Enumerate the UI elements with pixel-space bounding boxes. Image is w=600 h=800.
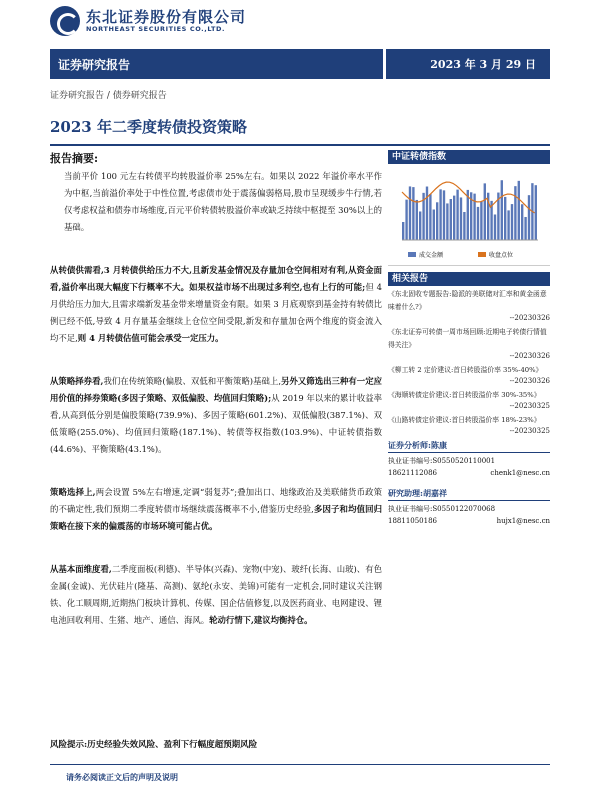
- chart-bar: [456, 190, 458, 240]
- chart-bar: [433, 209, 435, 240]
- chart-bar: [484, 183, 486, 240]
- chart-heading: 中证转债指数: [388, 150, 550, 164]
- page-title: 2023 年二季度转债投资策略: [50, 118, 247, 136]
- chart-bar: [528, 195, 530, 240]
- analyst-contact: [388, 467, 550, 479]
- chart-bar: [426, 187, 428, 240]
- related-heading: 相关报告: [388, 272, 550, 286]
- text: 两会设置 5%左右增速,定调“弱复苏”;叠加出口、地缘政治及美联储货币政策的不确定性,我们预期二季度转债市场继续震荡概率不小,借鉴历史经验,: [50, 487, 382, 514]
- related-report-date: --20230326: [509, 314, 550, 322]
- index-chart: [388, 164, 550, 266]
- text: 从 2019 年以来的累计收益率看,从高到低分别是偏股策略(739.9%)、多因子策略(601.2%)、双低偏股(387.1%)、双低策略(255.0%)、均值回归策略(187.1%)、转债等权指数(103.9%)、中证转债指数(44.6%)、平衡策略(43.1%)。: [50, 393, 383, 454]
- assistant-heading: 研究助理:胡嘉祥: [388, 487, 550, 501]
- related-report-date: --20230325: [509, 402, 550, 410]
- chart-bar: [477, 207, 479, 240]
- chart-bar: [409, 186, 411, 240]
- company-name-en: NORTHEAST SECURITIES CO.,LTD.: [86, 25, 226, 33]
- assistant-license: 执业证书编号:S0550122070068: [388, 505, 496, 513]
- chart-bar: [419, 211, 421, 240]
- abstract-body: [50, 168, 382, 636]
- related-report-title[interactable]: 《山路转债定价建议:首日转股溢价率 18%-23%》: [388, 416, 541, 424]
- bold-text: 策略选择上,: [50, 487, 96, 497]
- chart-bar: [507, 210, 509, 240]
- company-name-cn: 东北证券股份有限公司: [86, 8, 247, 26]
- chart-bar: [511, 204, 513, 240]
- text: 我们在传统策略(偏股、双低和平衡策略)基础上,: [103, 376, 282, 386]
- footer-disclaimer[interactable]: 请务必阅读正文后的声明及说明: [66, 772, 178, 782]
- related-report-title[interactable]: 《海顺转债定价建议:首日转股溢价率 30%-35%》: [388, 391, 541, 399]
- bold-text: 多因子和均值回归策略在接下来的偏震荡的市场环境可能占优。: [50, 504, 383, 531]
- chart-bar: [439, 189, 441, 240]
- chart-bar: [524, 217, 526, 240]
- chart-bar: [480, 202, 482, 240]
- bold-text: 另外又筛选出三种有一定应用价值的择券策略(多因子策略、双低偏股、均值回归策略);: [50, 376, 382, 403]
- analyst-license: 执业证书编号:S0550520110001: [388, 457, 496, 465]
- bold-text: 轮动行情下,建议均衡持仓。: [209, 615, 313, 625]
- legend-swatch: [408, 252, 416, 257]
- risk-warning: 风险提示:历史经验失效风险、盈利下行幅度超预期风险: [50, 740, 258, 750]
- paragraph-fundamentals: [50, 561, 382, 629]
- bold-text: 从转债供需看,3 月转债供给压力不大,且新发基金情况及存量加仓空间相对有利,从资金面看,溢价率出现大幅度下行概率不大。如果权益市场不出现过多利空,也有上行的可能;: [50, 265, 382, 292]
- header: [50, 4, 246, 38]
- chart-bar: [429, 194, 431, 240]
- bold-text: 则 4 月转债估值可能会承受一定压力。: [77, 333, 224, 343]
- chart-bar: [412, 187, 414, 240]
- bold-text: 从基本面维度看,: [50, 564, 112, 574]
- paragraph-strategy: [50, 373, 382, 458]
- bold-text: 从策略择券看,: [50, 376, 104, 386]
- chart-bar: [494, 214, 496, 240]
- related-report-title[interactable]: 《东北固收专题报告:隐派的美联储对汇率和黄金函意味着什么?》: [388, 290, 547, 311]
- chart-bar: [453, 196, 455, 240]
- chart-bar: [450, 199, 452, 240]
- analyst-phone: 18621112086: [388, 469, 437, 477]
- divider: [50, 144, 550, 146]
- chart-bar: [446, 203, 448, 240]
- related-report-date: --20230326: [509, 377, 550, 385]
- chart-bar: [460, 197, 462, 240]
- analyst-heading: 证券分析师:陈康: [388, 439, 550, 453]
- related-report-title[interactable]: 《柳工转 2 定价建议:首日转股溢价率 35%-40%》: [388, 366, 543, 374]
- chart-bar: [521, 204, 523, 240]
- chart-bar: [402, 222, 404, 240]
- related-report-date: --20230325: [509, 427, 550, 435]
- legend-swatch: [478, 252, 486, 257]
- chart-bar: [518, 181, 520, 240]
- paragraph-supply-demand: [50, 262, 382, 347]
- text: 二季度面板(利德)、半导体(兴森)、宠物(中宠)、玻纤(长海、山玻)、有色金属(金诚)、光伏硅片(隆基、高测)、氨纶(永安、美锦)可能有一定机会,同时建议关注钢铁、化工顺周期,近期热门板块计算机、传媒、国企估值修复,以及医药商业、电网建设、锂电池回收利用、生猪、地产、通信、海风。: [50, 564, 383, 625]
- analyst-email[interactable]: chenk1@nesc.cn: [490, 469, 550, 477]
- text: 但 4 月供给压力加大,且需求端新发基金带来增量资金有限。如果 3 月底观察到基金持有转债比例已经不低,导致 4 月存量基金继续上仓位空间受限,新发和存量加仓两个维度的资金流入均不足,: [50, 282, 382, 343]
- title-bar: [50, 49, 550, 79]
- chart-bar: [405, 200, 407, 240]
- report-category: 证券研究报告: [58, 57, 131, 72]
- paragraph-selection: [50, 484, 382, 535]
- abstract-heading: 报告摘要:: [50, 152, 99, 165]
- legend-label: 收盘点位: [489, 252, 514, 259]
- chart-bar: [514, 186, 516, 240]
- related-list: [388, 286, 550, 435]
- related-report-title[interactable]: 《东北证券可转债一周市场回顾:近期电子转债行情值得关注》: [388, 328, 547, 349]
- sidebar: [388, 150, 550, 527]
- assistant-contact: [388, 515, 550, 527]
- assistant-phone: 18811050186: [388, 517, 437, 525]
- paragraph-valuation: 当前平价 100 元左右转债平均转股溢价率 25%左右。如果以 2022 年溢价率水平作为中枢,当前溢价率处于中性位置,考虑债市处于震荡偏弱格局,股市呈现缓步牛行情,若仅考虑权益和债券市场维度,百元平价转债转股溢价率或缺乏持续中枢提至 30%以上的基础。: [64, 171, 382, 232]
- chart-bar: [443, 190, 445, 240]
- breadcrumb: 证券研究报告 / 债券研究报告: [50, 91, 167, 101]
- chart-bar: [416, 200, 418, 240]
- chart-bar: [501, 180, 503, 240]
- assistant-email[interactable]: hujx1@nesc.cn: [496, 517, 550, 525]
- chart-bar: [535, 185, 537, 240]
- divider: [50, 764, 550, 765]
- chart-bar: [504, 197, 506, 240]
- chart-bar: [463, 212, 465, 240]
- analyst-block: [388, 439, 550, 527]
- company-logo-icon: [50, 6, 80, 36]
- report-date: 2023 年 3 月 29 日: [430, 58, 536, 71]
- related-report-date: --20230326: [509, 352, 550, 360]
- legend-label: 成交金额: [419, 252, 444, 259]
- chart-svg: [388, 164, 550, 266]
- chart-bar: [436, 202, 438, 240]
